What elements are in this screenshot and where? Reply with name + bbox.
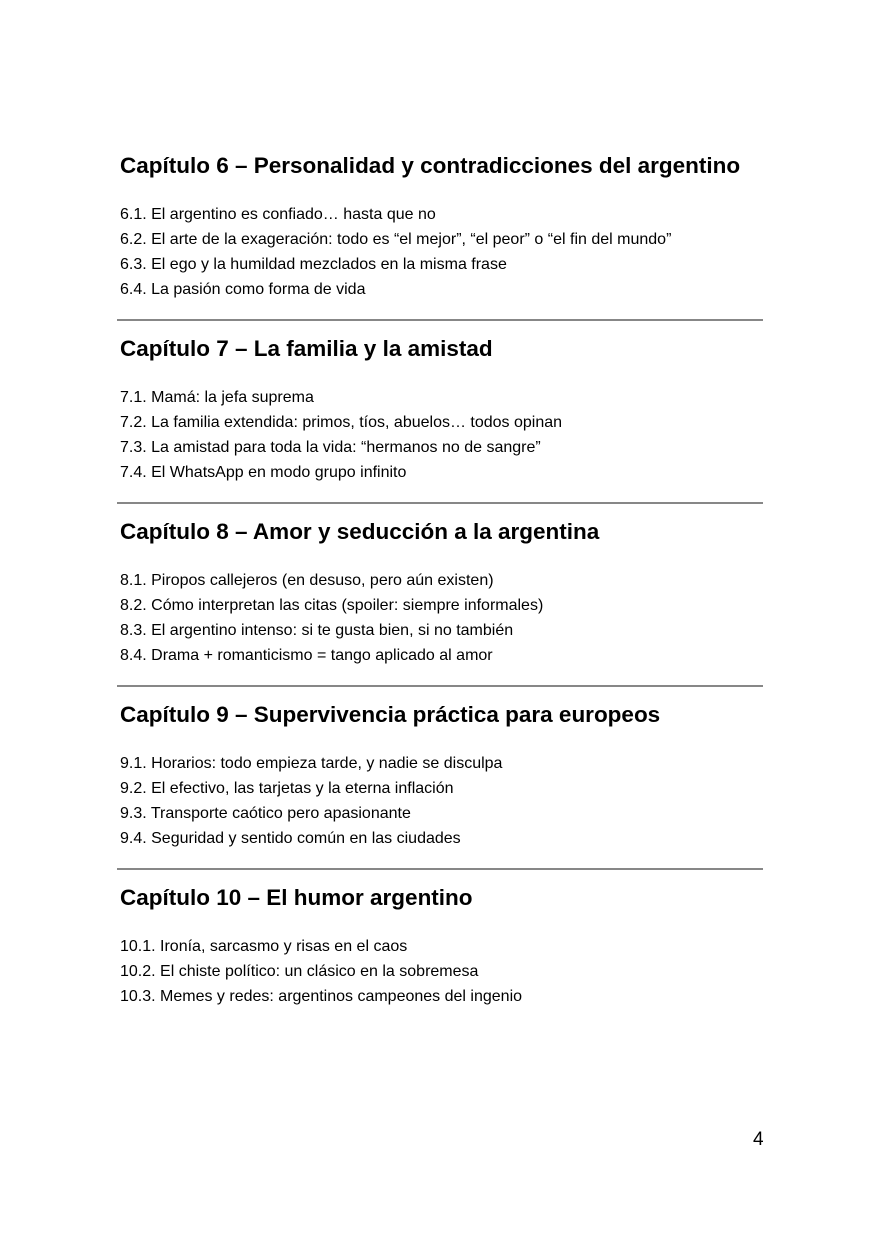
- subsection-item: 6.4. La pasión como forma de vida: [120, 281, 366, 298]
- subsection-item: 10.1. Ironía, sarcasmo y risas en el caos: [120, 938, 408, 955]
- subsection-item: 6.3. El ego y la humildad mezclados en la misma frase: [120, 256, 507, 273]
- subsection-item: 9.3. Transporte caótico pero apasionante: [120, 805, 411, 822]
- chapter-section-6: [120, 150, 820, 302]
- section-divider: [117, 868, 763, 870]
- chapter-heading: Capítulo 6 – Personalidad y contradicciones del argentino: [120, 153, 741, 178]
- subsection-item: 8.3. El argentino intenso: si te gusta bien, si no también: [120, 622, 514, 639]
- chapter-section-7: [120, 333, 820, 485]
- subsection-item: 10.2. El chiste político: un clásico en la sobremesa: [120, 963, 479, 980]
- subsection-item: 7.2. La familia extendida: primos, tíos, abuelos… todos opinan: [120, 414, 563, 431]
- chapter-heading: Capítulo 9 – Supervivencia práctica para europeos: [120, 702, 661, 727]
- chapter-section-10: [120, 882, 820, 1009]
- section-divider: [117, 319, 763, 321]
- subsection-item: 7.1. Mamá: la jefa suprema: [120, 389, 314, 406]
- subsection-list: [120, 568, 820, 668]
- chapter-heading: Capítulo 8 – Amor y seducción a la argentina: [120, 519, 600, 544]
- subsection-item: 7.4. El WhatsApp en modo grupo infinito: [120, 464, 407, 481]
- subsection-list: [120, 934, 820, 1009]
- subsection-item: 7.3. La amistad para toda la vida: “hermanos no de sangre”: [120, 439, 541, 456]
- subsection-list: [120, 385, 820, 485]
- subsection-item: 8.1. Piropos callejeros (en desuso, pero aún existen): [120, 572, 494, 589]
- toc-content: [120, 150, 820, 1009]
- chapter-heading: Capítulo 7 – La familia y la amistad: [120, 336, 493, 361]
- subsection-item: 6.2. El arte de la exageración: todo es “el mejor”, “el peor” o “el fin del mundo”: [120, 231, 672, 248]
- chapter-section-9: [120, 699, 820, 851]
- subsection-item: 8.4. Drama + romanticismo = tango aplicado al amor: [120, 647, 493, 664]
- page-number: 4: [753, 1129, 764, 1150]
- subsection-item: 9.4. Seguridad y sentido común en las ciudades: [120, 830, 461, 847]
- section-divider: [117, 685, 763, 687]
- section-divider: [117, 502, 763, 504]
- chapter-heading: Capítulo 10 – El humor argentino: [120, 885, 473, 910]
- chapter-section-8: [120, 516, 820, 668]
- subsection-item: 6.1. El argentino es confiado… hasta que no: [120, 206, 436, 223]
- subsection-item: 8.2. Cómo interpretan las citas (spoiler: siempre informales): [120, 597, 544, 614]
- subsection-item: 9.1. Horarios: todo empieza tarde, y nadie se disculpa: [120, 755, 503, 772]
- subsection-list: [120, 202, 820, 302]
- subsection-item: 10.3. Memes y redes: argentinos campeones del ingenio: [120, 988, 523, 1005]
- subsection-list: [120, 751, 820, 851]
- subsection-item: 9.2. El efectivo, las tarjetas y la eterna inflación: [120, 780, 454, 797]
